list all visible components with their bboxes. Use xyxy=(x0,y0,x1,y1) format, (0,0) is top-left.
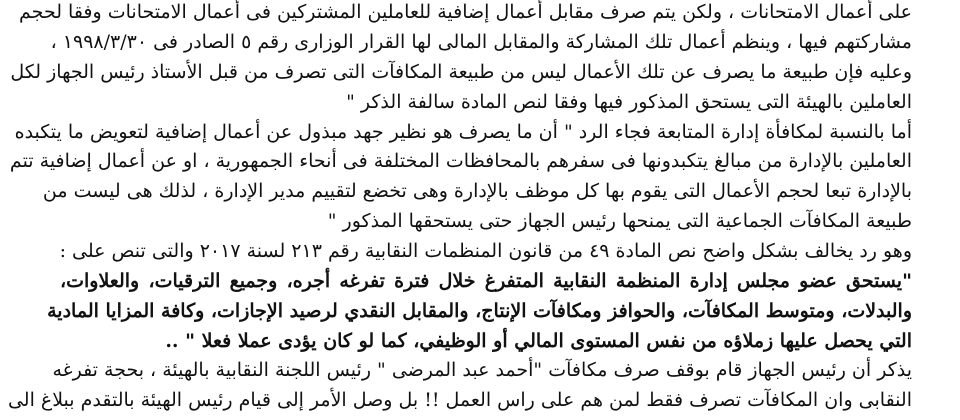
document-line: طبيعة المكافآت الجماعية التى يمنحها رئيس الجهاز حتى يستحقها المذكور " xyxy=(327,210,912,232)
document-page xyxy=(7,0,912,420)
document-line: العاملين بالإدارة من مبالغ يتكبدونها فى سفرهم بالمحافظات المختلفة فى أنحاء الجمهورية ، او عن أعمال إضافية تتم xyxy=(9,150,912,172)
document-line: النقابى وان المكافآت تصرف فقط لمن هم على راس العمل !! بل وصل الأمر إلى قيام رئيس الهيئة بالتقدم ببلاغ الى xyxy=(7,389,912,411)
document-line: "يستحق عضو مجلس إدارة المنظمة النقابية المتفرغ خلال فترة تفرغه أجره، وجميع الترقيات، والعلاوات، xyxy=(60,270,912,292)
document-line: بالإدارة تبعا لحجم الأعمال التى يقوم بها كل موظف بالإدارة وهى تخضع لتقييم مدير الإدارة ، لذلك هى ليست من xyxy=(42,180,912,202)
document-line: أما بالنسبة لمكافأة إدارة المتابعة فجاء الرد " أن ما يصرف هو نظير جهد مبذول عن أعمال إضافية لتعويض ما يتكبده xyxy=(14,121,912,143)
document-line: والبدلات، ومتوسط المكافآت، والحوافز ومكافآت الإنتاج، والمقابل النقدي لرصيد الإجازات، وكافة المزايا المادية xyxy=(47,300,912,322)
document-line: وعليه فإن طبيعة ما يصرف عن تلك الأعمال ليس من طبيعة المكافآت التى تصرف من قبل الأستاذ رئيس الجهاز لكل xyxy=(10,61,912,83)
document-line: وهو رد يخالف بشكل واضح نص المادة ٤٩ من قانون المنظمات النقابية رقم ٢١٣ لسنة ٢٠١٧ والتى تنص على : xyxy=(59,240,912,262)
document-line: يذكر أن رئيس الجهاز قام بوقف صرف مكافآت "أحمد عبد المرضى " رئيس اللجنة النقابية بالهيئة ، بحجة تفرغه xyxy=(52,359,912,381)
document-line: التي يحصل عليها زملاؤه من نفس المستوى المالي أو الوظيفي، كما لو كان يؤدى عملا فعلا " .. xyxy=(165,330,912,352)
document-line: العاملين بالهيئة التى يستحق المذكور فيها وفقا لنص المادة سالفة الذكر " xyxy=(346,91,912,113)
document-line: مشاركتهم فيها ، وينظم أعمال تلك المشاركة والمقابل المالى لها القرار الوزارى رقم ٥ الصادر فى ١٩٩٨/٣/٣٠ ، xyxy=(50,31,912,53)
document-line: على أعمال الامتحانات ، ولكن يتم صرف مقابل أعمال إضافية للعاملين المشتركين فى أعمال الامتحانات وفقا لحجم xyxy=(19,1,912,23)
